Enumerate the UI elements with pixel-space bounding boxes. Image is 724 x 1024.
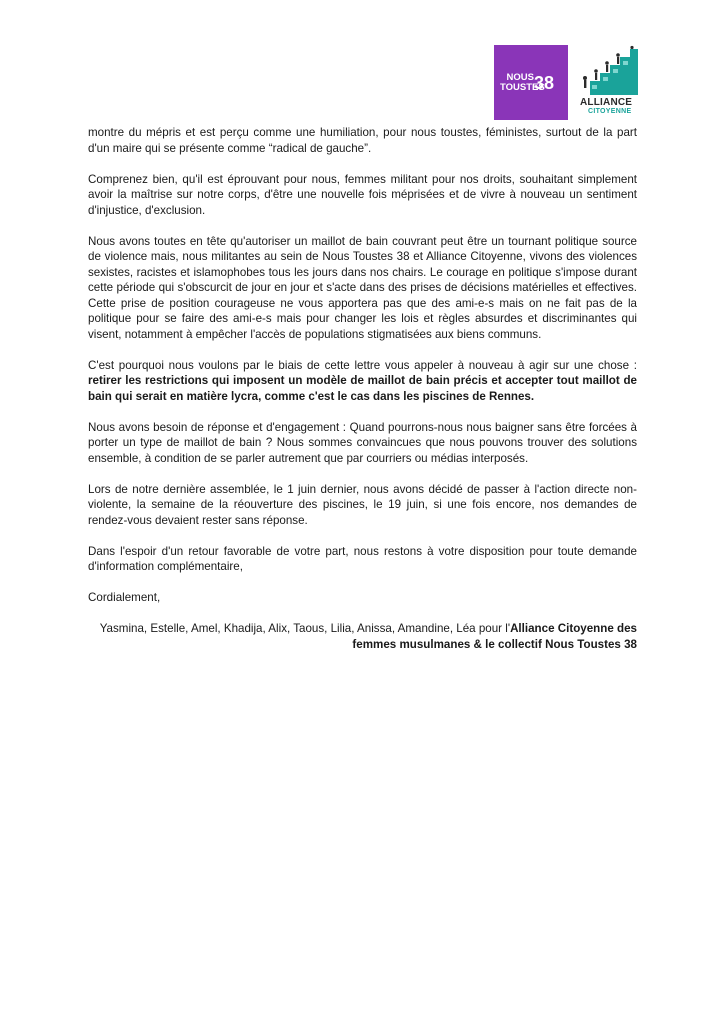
- signature-organizations: Alliance Citoyenne des femmes musulmanes & le collectif Nous Toustes 38: [352, 622, 637, 651]
- nous-toustes-line1: NOUS: [506, 72, 534, 83]
- signature-names: Yasmina, Estelle, Amel, Khadija, Alix, Taous, Lilia, Anissa, Amandine, Léa pour l': [99, 622, 511, 635]
- alliance-logo-subtitle: CITOYENNE: [588, 108, 632, 115]
- header-logos: [494, 45, 640, 120]
- paragraph-6: Lors de notre dernière assemblée, le 1 juin dernier, nous avons décidé de passer à l'action directe non-violente, la semaine de la réouverture des piscines, le 19 juin, si une fois encore, nos demandes de rendez-vous devaient rester sans réponse.: [88, 482, 637, 527]
- signature: [88, 621, 637, 652]
- letter-body: [88, 125, 637, 668]
- alliance-logo-name: ALLIANCE: [580, 97, 633, 108]
- paragraph-3: Nous avons toutes en tête qu'autoriser un maillot de bain couvrant peut être un tournant politique source de violence mais, nous militantes au sein de Nous Toustes 38 et Alliance Citoyenne, vivons des violences sexistes, racistes et islamophobes tous les jours dans nos chairs. Le courage en politique s'impose durant cette période qui s'obscurcit de jour en jour et s'acte dans des prises de décisions matérielles et effectives. Cette prise de position courageuse ne vous apportera pas que des ami-e-s mais on ne fait pas de la politique pour se faire des ami-e-s mais pour changer les lois et règles absurdes et discriminantes qui visent, notamment à empêcher l'accès de populations stigmatisées aux biens communs.: [88, 234, 637, 341]
- paragraph-7: Dans l'espoir d'un retour favorable de votre part, nous restons à votre disposition pour toute demande d'information complémentaire,: [88, 544, 637, 573]
- nous-toustes-number: 38: [534, 73, 555, 93]
- nous-toustes-line2: TOUSTES: [500, 82, 545, 93]
- paragraph-4: [88, 358, 637, 405]
- closing: Cordialement,: [88, 591, 161, 604]
- paragraph-1: montre du mépris et est perçu comme une humiliation, pour nous toustes, féministes, surtout de la part d'un maire qui se présente comme “radical de gauche”.: [88, 126, 637, 155]
- paragraph-2: Comprenez bien, qu'il est éprouvant pour nous, femmes militant pour nos droits, souhaitant simplement avoir la maîtrise sur notre corps, d'être une nouvelle fois méprisées et de vivre à nouveau un sentiment d'injustice, d'exclusion.: [88, 172, 637, 217]
- paragraph-5: Nous avons besoin de réponse et d'engagement : Quand pourrons-nous nous baigner sans être forcées à porter un type de maillot de bain ? Nous sommes convaincues que nous pouvons trouver des solutions ensemble, à condition de se parler autrement que par courriers ou médias interposés.: [88, 420, 637, 465]
- alliance-staircase-icon: [576, 45, 640, 97]
- paragraph-4-demand: retirer les restrictions qui imposent un modèle de maillot de bain précis et accepter tout maillot de bain qui serait en matière lycra, comme c'est le cas dans les piscines de Rennes.: [88, 374, 637, 403]
- paragraph-4-intro: C'est pourquoi nous voulons par le biais de cette lettre vous appeler à nouveau à agir sur une chose :: [88, 358, 637, 372]
- alliance-citoyenne-logo: [576, 45, 640, 120]
- nous-toustes-38-logo: [494, 45, 568, 120]
